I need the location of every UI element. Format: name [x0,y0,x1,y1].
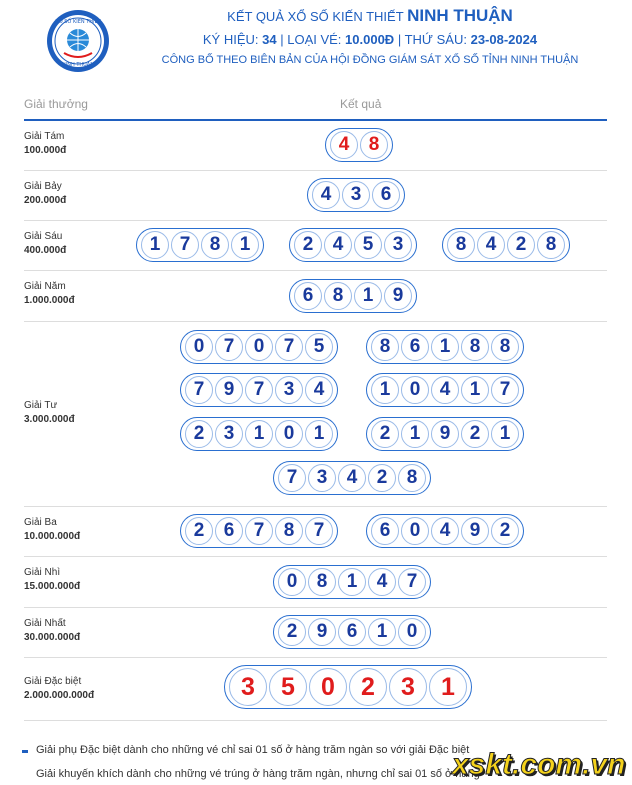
number-ball: 1 [245,420,273,448]
winning-number [180,417,338,451]
winning-number [180,514,338,548]
number-ball: 3 [389,668,427,706]
number-ball: 2 [371,420,399,448]
column-prize: Giải thưởng [24,97,88,111]
number-ball: 4 [324,231,352,259]
prize-name: Giải Năm [24,281,66,292]
number-ball: 4 [431,517,459,545]
number-ball: 8 [324,282,352,310]
prize-label [24,675,94,703]
winning-number [136,228,264,262]
winning-number [180,330,338,364]
prize-label [24,280,75,308]
number-ball: 7 [245,376,273,404]
number-ball: 1 [429,668,467,706]
number-ball: 8 [371,333,399,361]
number-ball: 1 [305,420,333,448]
winning-number [273,461,431,495]
number-ball: 1 [491,420,519,448]
prize-name: Giải Tám [24,131,65,142]
prize-name: Giải Nhất [24,618,66,629]
number-ball: 2 [461,420,489,448]
winning-number [289,228,417,262]
number-ball: 3 [275,376,303,404]
number-ball: 2 [349,668,387,706]
number-ball: 3 [229,668,267,706]
prize-name: Giải Nhì [24,567,61,578]
column-result: Kết quả [340,97,382,111]
number-ball: 1 [371,376,399,404]
page-title [140,6,600,26]
number-ball: 9 [308,618,336,646]
winning-number [366,330,524,364]
number-ball: 7 [305,517,333,545]
number-ball: 7 [278,464,306,492]
number-ball: 3 [308,464,336,492]
number-ball: 9 [384,282,412,310]
number-ball: 4 [431,376,459,404]
number-ball: 4 [330,131,358,159]
prize-value: 2.000.000.000đ [24,690,95,701]
number-ball: 1 [401,420,429,448]
number-ball: 6 [401,333,429,361]
winning-number [289,279,417,313]
number-ball: 3 [384,231,412,259]
prize-name: Giải Tư [24,400,58,411]
number-ball: 8 [398,464,426,492]
number-ball: 1 [461,376,489,404]
number-ball: 3 [215,420,243,448]
number-ball: 0 [398,618,426,646]
number-ball: 6 [338,618,366,646]
number-ball: 9 [461,517,489,545]
prize-value: 30.000.000đ [24,632,81,643]
number-ball: 6 [294,282,322,310]
note-encouragement: Giải khuyến khích dành cho những vé trúng ở hàng trăm ngàn, nhưng chỉ sai 01 số ở hàng [36,768,480,780]
number-ball: 7 [491,376,519,404]
ticket-info [140,32,600,47]
number-ball: 4 [312,181,340,209]
prize-row [24,321,607,507]
number-ball: 9 [431,420,459,448]
prize-row [24,657,607,721]
date-value: 23-08-2024 [470,32,538,47]
prize-name: Giải Sáu [24,231,63,242]
winning-number [366,417,524,451]
winning-number [307,178,405,212]
winning-number [224,665,472,709]
number-ball: 1 [431,333,459,361]
province-name: NINH THUẬN [407,6,513,25]
site-watermark: xskt.com.vn [452,748,626,781]
prize-label [24,130,66,158]
number-ball: 8 [201,231,229,259]
prize-name: Giải Đặc biệt [24,676,82,687]
announcement-line: CÔNG BỐ THEO BIÊN BẢN CỦA HỘI ĐỒNG GIÁM SÁT XỔ SỐ TỈNH NINH THUẬN [161,54,579,66]
number-ball: 0 [185,333,213,361]
number-ball: 4 [368,568,396,596]
winning-number [442,228,570,262]
prize-row [24,170,607,221]
number-ball: 7 [275,333,303,361]
prize-value: 200.000đ [24,195,67,206]
number-ball: 2 [278,618,306,646]
prize-value: 400.000đ [24,245,67,256]
number-ball: 8 [537,231,565,259]
number-ball: 6 [215,517,243,545]
number-ball: 9 [215,376,243,404]
prize-value: 3.000.000đ [24,414,75,425]
number-ball: 2 [294,231,322,259]
number-ball: 0 [401,376,429,404]
number-ball: 0 [309,668,347,706]
number-ball: 2 [507,231,535,259]
code-value: 34 [262,32,277,47]
prize-row [24,270,607,322]
winning-number [366,514,524,548]
number-ball: 0 [278,568,306,596]
number-ball: 8 [447,231,475,259]
prize-label [24,566,80,594]
number-ball: 5 [305,333,333,361]
number-ball: 7 [185,376,213,404]
number-ball: 0 [401,517,429,545]
prize-name: Giải Bảy [24,181,62,192]
winning-number [366,373,524,407]
number-ball: 7 [398,568,426,596]
number-ball: 7 [245,517,273,545]
winning-number [273,615,431,649]
number-ball: 2 [368,464,396,492]
date-label: | THỨ SÁU: [397,32,467,47]
number-ball: 2 [185,517,213,545]
number-ball: 1 [231,231,259,259]
prize-value: 10.000.000đ [24,531,81,542]
number-ball: 8 [491,333,519,361]
number-ball: 4 [305,376,333,404]
prize-label [24,399,75,427]
code-label: KÝ HIỆU: [202,32,259,47]
prize-label [24,230,66,258]
prize-label [24,617,80,645]
number-ball: 6 [371,517,399,545]
prize-value: 1.000.000đ [24,295,75,306]
number-ball: 1 [141,231,169,259]
number-ball: 2 [185,420,213,448]
table-header [24,97,607,121]
number-ball: 1 [354,282,382,310]
number-ball: 8 [360,131,388,159]
prize-row [24,607,607,658]
prize-name: Giải Ba [24,517,57,528]
winning-number [273,565,431,599]
prize-label [24,516,80,544]
number-ball: 7 [171,231,199,259]
prize-row [24,556,607,608]
number-ball: 5 [269,668,307,706]
number-ball: 8 [308,568,336,596]
prize-row [24,120,607,171]
number-ball: 5 [354,231,382,259]
number-ball: 4 [338,464,366,492]
prize-row [24,506,607,557]
svg-text:XỔ SỐ KIẾN THIẾT: XỔ SỐ KIẾN THIẾT [55,19,101,25]
number-ball: 6 [372,181,400,209]
number-ball: 0 [245,333,273,361]
number-ball: 4 [477,231,505,259]
price-label: | LOẠI VÉ: [280,32,342,47]
svg-text:NINH THUẬN: NINH THUẬN [62,62,94,68]
number-ball: 3 [342,181,370,209]
prize-label [24,180,66,208]
winning-number [180,373,338,407]
prize-row [24,220,607,271]
number-ball: 1 [338,568,366,596]
number-ball: 7 [215,333,243,361]
price-value: 10.000Đ [345,32,395,47]
prize-value: 100.000đ [24,145,67,156]
number-ball: 8 [275,517,303,545]
number-ball: 8 [461,333,489,361]
winning-number [325,128,393,162]
number-ball: 0 [275,420,303,448]
prize-value: 15.000.000đ [24,581,81,592]
note-special-consolation: Giải phụ Đặc biệt dành cho những vé chỉ sai 01 số ở hàng trăm ngàn so với giải Đặc biệt [24,744,469,756]
title-prefix: KẾT QUẢ XỔ SỐ KIẾN THIẾT [227,9,404,24]
lottery-logo-icon [46,9,110,73]
number-ball: 2 [491,517,519,545]
header [0,0,632,80]
number-ball: 1 [368,618,396,646]
